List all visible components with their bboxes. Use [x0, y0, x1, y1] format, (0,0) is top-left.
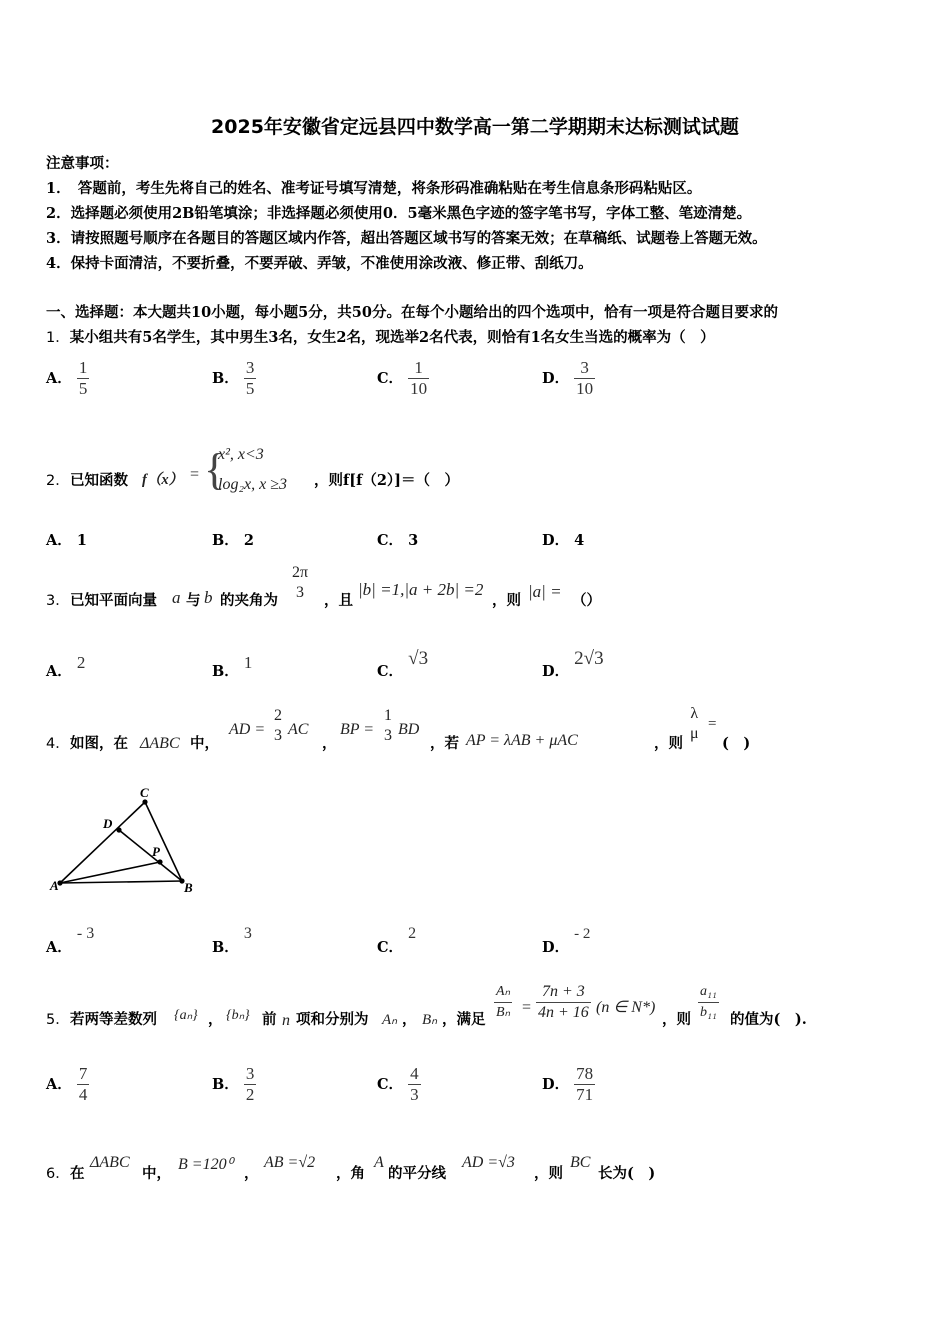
question-text: 已知平面向量: [70, 592, 157, 609]
equals-sign: =: [190, 466, 200, 483]
fraction: $\frac{4}{3}$: [410, 1064, 419, 1104]
option-value: 1: [76, 532, 87, 549]
triangle-name: ΔABC: [140, 735, 180, 752]
fraction: $\frac{1}{10}$: [410, 358, 428, 398]
ratio-fraction: $\frac{7n + 3}{4n + 16}$: [538, 983, 589, 1021]
notice-item-2: 2．选择题必须使用2B铅笔填涂；非选择题必须使用0．5毫米黑色字迹的签字笔书写，字体工整、笔迹清楚。: [46, 205, 752, 222]
question-1: [46, 326, 715, 347]
q3-option-a[interactable]: A． 2: [46, 653, 86, 680]
fraction: $\frac{3}{2}$: [245, 1064, 255, 1104]
question-text: 某小组共有5名学生，其中男生3名，女生2名，现选举2名代表，则恰有1名女生当选的概率为（ ）: [69, 329, 715, 346]
option-value: 4: [574, 532, 585, 549]
option-value: 3: [243, 925, 252, 942]
option-label: D．: [542, 370, 570, 387]
label-a: A: [50, 878, 59, 893]
vector-b: b: [204, 588, 213, 607]
ratio-fraction: λ μ: [690, 705, 699, 742]
fraction: $\frac{78}{71}$: [576, 1064, 594, 1104]
q5-option-a[interactable]: A． $\frac{7}{4}$: [46, 1064, 88, 1104]
option-value: 1: [243, 653, 253, 672]
option-label: B．: [212, 370, 239, 387]
angle-b: B =120⁰: [178, 1156, 233, 1173]
fraction: $\frac{3}{10}$: [576, 358, 594, 398]
sequence-b: {bₙ}: [226, 1008, 250, 1023]
vector-a: a: [172, 588, 181, 607]
q3-option-c[interactable]: C． √3: [377, 648, 429, 680]
option-value: √3: [408, 648, 429, 669]
piecewise-case-1: x², x<3: [218, 446, 264, 463]
option-label: A．: [46, 370, 72, 387]
function-name: f（x）: [142, 472, 184, 488]
q1-option-a[interactable]: [46, 358, 89, 399]
option-label: C．: [377, 370, 404, 387]
side-cb: [145, 802, 182, 881]
q1-option-d[interactable]: [542, 358, 595, 399]
bisector-ad: AD =√3: [462, 1154, 515, 1171]
side-ab: [60, 881, 182, 883]
label-d: D: [103, 816, 113, 831]
q2-option-c[interactable]: C． 3: [377, 532, 419, 549]
page-title: 2025年安徽省定远县四中数学高一第二学期期末达标测试试题: [211, 116, 739, 138]
option-value: - 3: [76, 925, 95, 942]
condition: (n ∈ N*): [596, 999, 656, 1016]
option-value: 3: [408, 532, 419, 549]
label-p: P: [152, 844, 160, 859]
sequence-a: {aₙ}: [174, 1008, 198, 1023]
fraction: 1 3: [384, 707, 392, 744]
fraction: $\frac{1}{5}$: [78, 358, 88, 398]
triangle-name: ΔABC: [90, 1154, 130, 1171]
question-number: 2．: [46, 473, 70, 489]
ratio-fraction: $\frac{\text{Aₙ}}{\text{Bₙ}}$: [494, 982, 512, 1023]
question-tail: ，则f[f（2）]＝（ ）: [314, 472, 460, 489]
segment-db: [119, 830, 182, 881]
question-number: 5．: [46, 1012, 70, 1028]
notice-item-3: 3．请按照题号顺序在各题目的答题区域内作答，超出答题区域书写的答案无效；在草稿纸、试题卷上答题无效。: [46, 230, 767, 247]
side-ac: [60, 802, 145, 883]
q1-option-b[interactable]: [212, 358, 256, 399]
notice-heading: 注意事项：: [46, 155, 119, 172]
fraction: $\frac{3}{5}$: [245, 358, 255, 398]
piecewise-case-2: log₂x, x ≥3: [218, 476, 287, 493]
notice-item-1: 1． 答题前，考生先将自己的姓名、准考证号填写清楚，将条形码准确粘贴在考生信息条形码粘贴区。: [46, 180, 702, 197]
segment-ap: [60, 862, 160, 883]
q2-option-d[interactable]: D． 4: [542, 532, 585, 549]
triangle-figure: [46, 780, 216, 900]
option-value: 2√3: [574, 648, 604, 669]
q4-option-d[interactable]: D． - 2: [542, 926, 591, 956]
point-p: [157, 859, 162, 864]
angle-fraction: 2π 3: [292, 564, 309, 601]
question-number: 6．: [46, 1166, 70, 1182]
q3-option-d[interactable]: D． 2√3: [542, 648, 604, 680]
point-c: [142, 799, 147, 804]
q1-option-c[interactable]: [377, 358, 429, 399]
q2-option-b[interactable]: B． 2: [212, 532, 254, 549]
q2-option-a[interactable]: A． 1: [46, 532, 87, 549]
q5-option-b[interactable]: B． $\frac{3}{2}$: [212, 1064, 255, 1104]
q5-option-c[interactable]: C． $\frac{4}{3}$: [377, 1064, 419, 1104]
vector-ask: |a| =: [528, 582, 562, 601]
q5-option-d[interactable]: D． $\frac{78}{71}$: [542, 1064, 594, 1104]
option-value: 2: [76, 653, 86, 672]
ask-fraction: $\frac{\text{a₁₁}}{\text{b₁₁}}$: [698, 982, 719, 1023]
option-value: 2: [408, 925, 417, 942]
q4-option-c[interactable]: C． 2: [377, 925, 417, 956]
option-value: 2: [243, 532, 254, 549]
question-text: 已知函数: [70, 472, 128, 489]
point-d: [116, 827, 121, 832]
vector-equation: AP = λAB + μAC: [466, 732, 578, 749]
question-number: 1．: [46, 330, 70, 346]
q4-option-b[interactable]: B． 3: [212, 925, 252, 956]
label-c: C: [140, 785, 149, 800]
side-ab: AB =√2: [264, 1154, 316, 1171]
vector-condition: |b| =1,|a + 2b| =2: [358, 580, 484, 599]
label-b: B: [184, 880, 193, 895]
notice-item-4: 4．保持卡面清洁，不要折叠，不要弄破、弄皱，不准使用涂改液、修正带、刮纸刀。: [46, 255, 593, 272]
q3-option-b[interactable]: B． 1: [212, 653, 253, 680]
section-heading: 一、选择题：本大题共10小题，每小题5分，共50分。在每个小题给出的四个选项中，恰有一项是符合题目要求的: [46, 304, 778, 321]
question-number: 3．: [46, 593, 70, 609]
side-bc: BC: [570, 1154, 591, 1171]
q4-option-a[interactable]: A． - 3: [46, 925, 95, 956]
fraction: 2 3: [274, 707, 282, 744]
brace: {: [204, 445, 226, 494]
option-value: - 2: [574, 926, 591, 942]
fraction: $\frac{7}{4}$: [78, 1064, 88, 1104]
question-number: 4．: [46, 736, 70, 752]
